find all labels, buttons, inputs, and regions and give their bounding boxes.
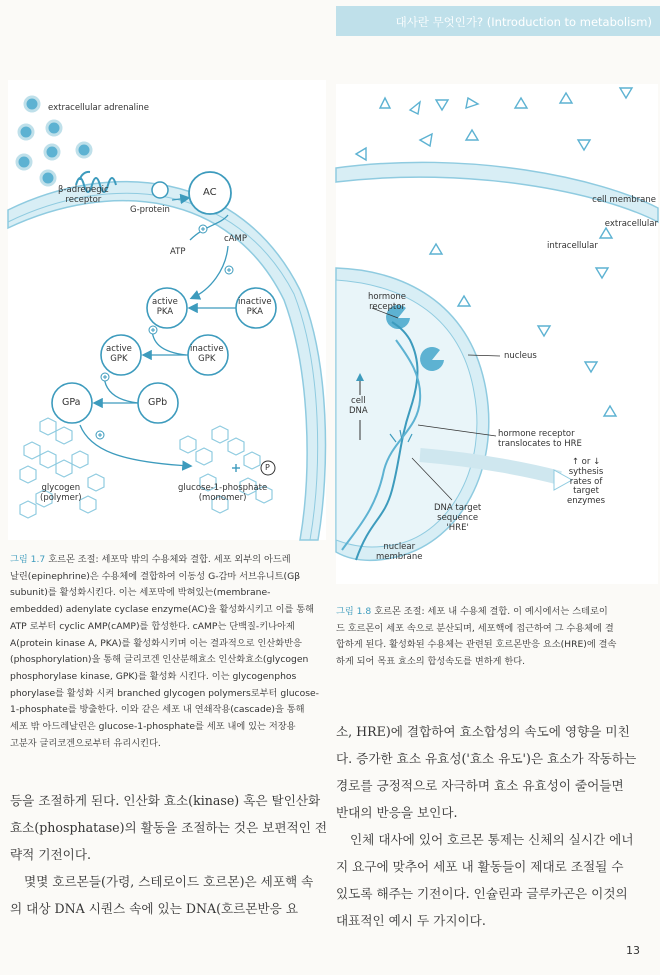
caption-line: A(protein kinase A, PKA)를 활성화시키며 이는 결과적으로 인산화반응 — [10, 637, 302, 649]
label-extracellular-adrenaline: extracellular adrenaline — [48, 103, 150, 113]
body-line: 반대의 반응을 보인다. — [336, 805, 458, 820]
body-line: 효소(phosphatase)의 활동을 조절하는 것은 보편적인 전 — [10, 820, 328, 835]
caption-number: 그림 1.8 — [336, 606, 372, 617]
caption-line: phosphorylase kinase, GPK)를 활성화 시킨다. 이는 glycogenphos — [10, 670, 297, 682]
label-translocates: hormone receptor translocates to HRE — [498, 429, 582, 449]
label-intracellular: intracellular — [547, 241, 598, 251]
body-line: 있도록 해주는 기전이다. 인슐린과 글루카곤은 이것의 — [336, 886, 628, 901]
caption-line: subunit)를 활성화시킨다. 이는 세포막에 박혀있는(membrane- — [10, 587, 271, 599]
caption-number: 그림 1.7 — [10, 554, 46, 565]
body-line: 의 대상 DNA 시퀀스 속에 있는 DNA(호르몬반응 요 — [10, 901, 299, 916]
caption-line: 합하게 된다. 활성화된 수용체는 관련된 호르몬반응 요소(HRE)에 결속 — [336, 639, 617, 651]
caption-line: 호르몬 조절: 세포 내 수용체 결합. 이 예시에서는 스테로이 — [374, 606, 608, 617]
label-extracellular-right: extracellular — [604, 219, 658, 229]
body-line: 다. 증가한 효소 유효성('효소 유도')은 효소가 작동하는 — [336, 751, 637, 766]
body-line: 몇몇 호르몬들(가령, 스테로이드 호르몬)은 세포핵 속 — [24, 874, 314, 889]
caption-line: ATP 로부터 cyclic AMP(cAMP)를 합성한다. cAMP는 단백질-키나아제 — [10, 620, 295, 632]
body-line: 략적 기전이다. — [10, 847, 91, 862]
body-line: 인체 대사에 있어 호르몬 통제는 신체의 실시간 에너 — [350, 832, 634, 847]
body-text-right — [336, 718, 658, 934]
label-atp: ATP — [170, 247, 186, 257]
body-line: 지 요구에 맞추어 세포 내 활동들이 제대로 조절될 수 — [336, 859, 624, 874]
label-gpb: GPb — [148, 397, 168, 408]
label-beta-receptor: β-adrenegic receptor — [58, 185, 109, 205]
label-dna-target: DNA target sequence 'HRE' — [434, 503, 482, 533]
caption-line: 세포 밖 아드레날린은 glucose-1-phosphate를 세포 내에 있는 저장용 — [10, 721, 296, 733]
label-nuclear-membrane: nuclear membrane — [376, 542, 423, 562]
caption-line: 호르몬 조절: 세포막 밖의 수용체와 결합. 세포 외부의 아드레 — [48, 554, 291, 565]
page-number: 13 — [626, 944, 640, 957]
body-text-left — [10, 787, 328, 922]
label-inactive-gpk: inactive GPK — [190, 344, 224, 364]
caption-line: 날린(epinephrine)은 수용체에 결합하여 이동성 G-감마 서브유니트(Gβ — [10, 570, 301, 582]
body-line: 경로를 긍정적으로 자극하며 효소 유효성이 줄어들면 — [336, 778, 624, 793]
label-synthesis-rates: ↑ or ↓ sythesis rates of target enzymes — [567, 457, 606, 507]
header-title: 대사란 무엇인가? (Introduction to metabolism) — [395, 15, 652, 29]
label-cell-membrane: cell membrane — [592, 195, 656, 205]
caption-line: 하게 되어 목표 효소의 합성속도를 변하게 한다. — [336, 656, 526, 668]
caption-line: phorylase를 활성화 시켜 branched glycogen polymers로부터 glucose- — [10, 687, 319, 699]
figure-1-8-caption — [336, 604, 658, 671]
body-line: 소, HRE)에 결합하여 효소합성의 속도에 영향을 미친 — [336, 724, 630, 739]
label-cell-dna: cell DNA — [349, 396, 368, 416]
label-camp: cAMP — [224, 234, 247, 244]
label-active-pka: active PKA — [152, 297, 178, 317]
label-glucose-1-phosphate: glucose-1-phosphate (monomer) — [178, 483, 268, 503]
caption-line: embedded) adenylate cyclase enzyme(AC)을 활성화시키고 이를 통해 — [10, 604, 314, 616]
caption-line: 고분자 글리코겐으로부터 유리시킨다. — [10, 737, 161, 749]
label-p: P — [265, 463, 270, 472]
label-hormone-receptor: hormone receptor — [368, 292, 407, 312]
caption-line: 드 호르몬이 세포 속으로 분산되며, 세포핵에 접근하여 그 수용체에 결 — [336, 622, 614, 634]
label-inactive-pka: inactive PKA — [238, 297, 272, 317]
label-glycogen: glycogen (polymer) — [40, 483, 82, 503]
body-line: 등을 조절하게 된다. 인산화 효소(kinase) 혹은 탈인산화 — [10, 793, 321, 808]
caption-line: (phosphorylation)을 통해 글리코겐 인산분해효소 인산화효소(glycogen — [10, 654, 309, 666]
label-g-protein: G-protein — [130, 205, 170, 215]
caption-line: 1-phosphate를 방출한다. 이와 같은 세포 내 연쇄작용(cascade)을 통해 — [10, 704, 305, 716]
label-gpa: GPa — [62, 397, 81, 408]
label-ac: AC — [203, 187, 217, 198]
figure-1-7-caption — [10, 552, 328, 752]
body-line: 대표적인 예시 두 가지이다. — [336, 913, 486, 928]
label-active-gpk: active GPK — [106, 344, 132, 364]
label-nucleus: nucleus — [504, 351, 537, 361]
